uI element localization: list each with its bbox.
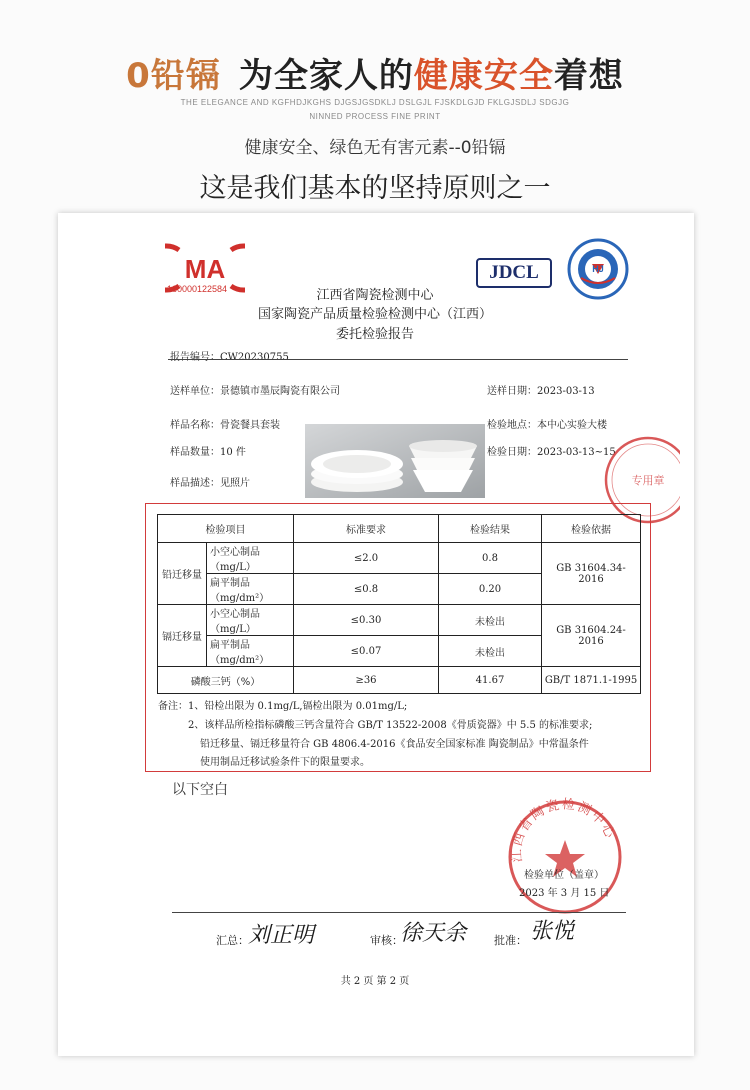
summary-label: 汇总： (216, 934, 249, 947)
svg-text:MA: MA (184, 254, 226, 284)
row-result: 未检出 (439, 605, 542, 636)
sample-name-field (170, 416, 280, 431)
report-number-field (170, 348, 289, 363)
page-number: 共 2 页 第 2 页 (340, 976, 410, 987)
english-tagline-2: NINNED PROCESS FINE PRINT (309, 112, 441, 121)
send-date-field (487, 382, 595, 397)
send-date-value: 2023-03-13 (537, 386, 595, 397)
review-signature: 徐天余 (400, 921, 467, 946)
send-date-label: 送样日期： (487, 386, 537, 397)
row-item: 小空心制品（mg/L） (207, 543, 294, 574)
note-line-2: 2、该样品所检指标磷酸三钙含量符合 GB/T 13522-2008《骨质瓷器》中 5.5 的标准要求; (188, 720, 593, 731)
row-result: 0.20 (439, 574, 542, 605)
approve-label: 批准： (494, 934, 527, 947)
row-requirement: ≤0.30 (294, 605, 439, 636)
row-requirement: ≤2.0 (294, 543, 439, 574)
row-item: 扁平制品（mg/dm²） (207, 574, 294, 605)
sample-photo (305, 424, 485, 498)
approve-signature: 张悦 (530, 919, 575, 944)
description-label: 样品描述： (170, 478, 220, 489)
header-item: 检验项目 (158, 515, 294, 543)
header-basis: 检验依据 (542, 515, 641, 543)
cadmium-group-label: 镉迁移量 (158, 605, 207, 667)
english-tagline-1: THE ELEGANCE AND KGFHDJKGHS DJGSJGSDKLJ DSLGJL FJSKDLGJD FKLGJSDLJ SDGJG (180, 98, 570, 107)
sender-label: 送样单位： (170, 386, 220, 397)
calcium-item: 磷酸三钙（%） (158, 667, 294, 694)
subtitle-principle: 这是我们基本的坚持原则之一 (199, 173, 551, 204)
report-number-label: 报告编号： (170, 352, 220, 363)
jdcl-logo: JDCL (476, 258, 552, 288)
subtitle-health: 健康安全、绿色无有害元素--0铅镉 (244, 138, 506, 158)
test-date-label: 检验日期： (487, 447, 537, 458)
report-type-title: 委托检验报告 (335, 327, 414, 342)
location-field (487, 416, 607, 431)
quantity-field (170, 443, 246, 458)
svg-text:专用章: 专用章 (631, 474, 665, 487)
report-number-underline (168, 359, 628, 360)
report-number-value: CW20230755 (220, 352, 289, 363)
note-line-3: 铅迁移量、镉迁移量符合 GB 4806.4-2016《食品安全国家标准 陶瓷制品》中常温条件 (200, 739, 589, 750)
calcium-result: 41.67 (439, 667, 542, 694)
headline-for-family: 为全家人的 (238, 56, 414, 96)
sample-name-value: 骨瓷餐具套装 (220, 420, 280, 431)
signature-divider (172, 912, 626, 913)
row-result: 未检出 (439, 636, 542, 667)
svg-text:HJ: HJ (592, 264, 604, 274)
report-national-title: 国家陶瓷产品质量检验检测中心（江西） (257, 307, 492, 322)
lead-group-label: 铅迁移量 (158, 543, 207, 605)
sender-field (170, 382, 340, 397)
note-line-4: 使用制品迁移试验条件下的限量要求。 (200, 757, 370, 768)
seal-ring-text: 江西省陶瓷检测中心 (509, 797, 618, 863)
quantity-label: 样品数量： (170, 447, 220, 458)
review-label: 审核： (370, 934, 403, 947)
report-org-title: 江西省陶瓷检测中心 (316, 288, 434, 303)
calcium-requirement: ≥36 (294, 667, 439, 694)
calcium-basis: GB/T 1871.1-1995 (542, 667, 641, 694)
table-row (158, 605, 641, 636)
location-value: 本中心实验大楼 (537, 420, 607, 431)
row-requirement: ≤0.8 (294, 574, 439, 605)
table-row (158, 667, 641, 694)
location-label: 检验地点： (487, 420, 537, 431)
sample-name-label: 样品名称： (170, 420, 220, 431)
headline-consider: 着想 (553, 56, 624, 96)
test-date-value: 2023-03-13~15 (537, 447, 616, 458)
note-line-1: 备注：1、铅检出限为 0.1mg/L,镉检出限为 0.01mg/L; (158, 701, 408, 712)
row-result: 0.8 (439, 543, 542, 574)
seal-date: 2023 年 3 月 15 日 (519, 888, 610, 899)
cma-code: 160000122584 (167, 284, 228, 294)
row-requirement: ≤0.07 (294, 636, 439, 667)
seal-unit-label: 检验单位（盖章） (524, 870, 604, 881)
test-date-field (487, 443, 616, 458)
official-seal-icon (500, 792, 630, 922)
summary-signature: 刘正明 (248, 923, 315, 948)
blank-below-note: 以下空白 (172, 782, 228, 798)
headline-health-safety: 健康安全 (413, 56, 554, 96)
header-requirement: 标准要求 (294, 515, 439, 543)
description-value: 见照片 (220, 478, 250, 489)
table-row (158, 543, 641, 574)
description-field (170, 474, 250, 489)
headline (0, 48, 750, 97)
row-item: 小空心制品（mg/L） (207, 605, 294, 636)
lead-basis: GB 31604.34-2016 (542, 543, 641, 605)
header-result: 检验结果 (439, 515, 542, 543)
table-header-row (158, 515, 641, 543)
cadmium-basis: GB 31604.24-2016 (542, 605, 641, 667)
row-item: 扁平制品（mg/dm²） (207, 636, 294, 667)
headline-zero-lead: 0铅镉 (126, 56, 221, 96)
test-results-table (157, 514, 641, 694)
sender-value: 景德镇市墨辰陶瓷有限公司 (220, 386, 340, 397)
quantity-value: 10 件 (220, 447, 246, 458)
